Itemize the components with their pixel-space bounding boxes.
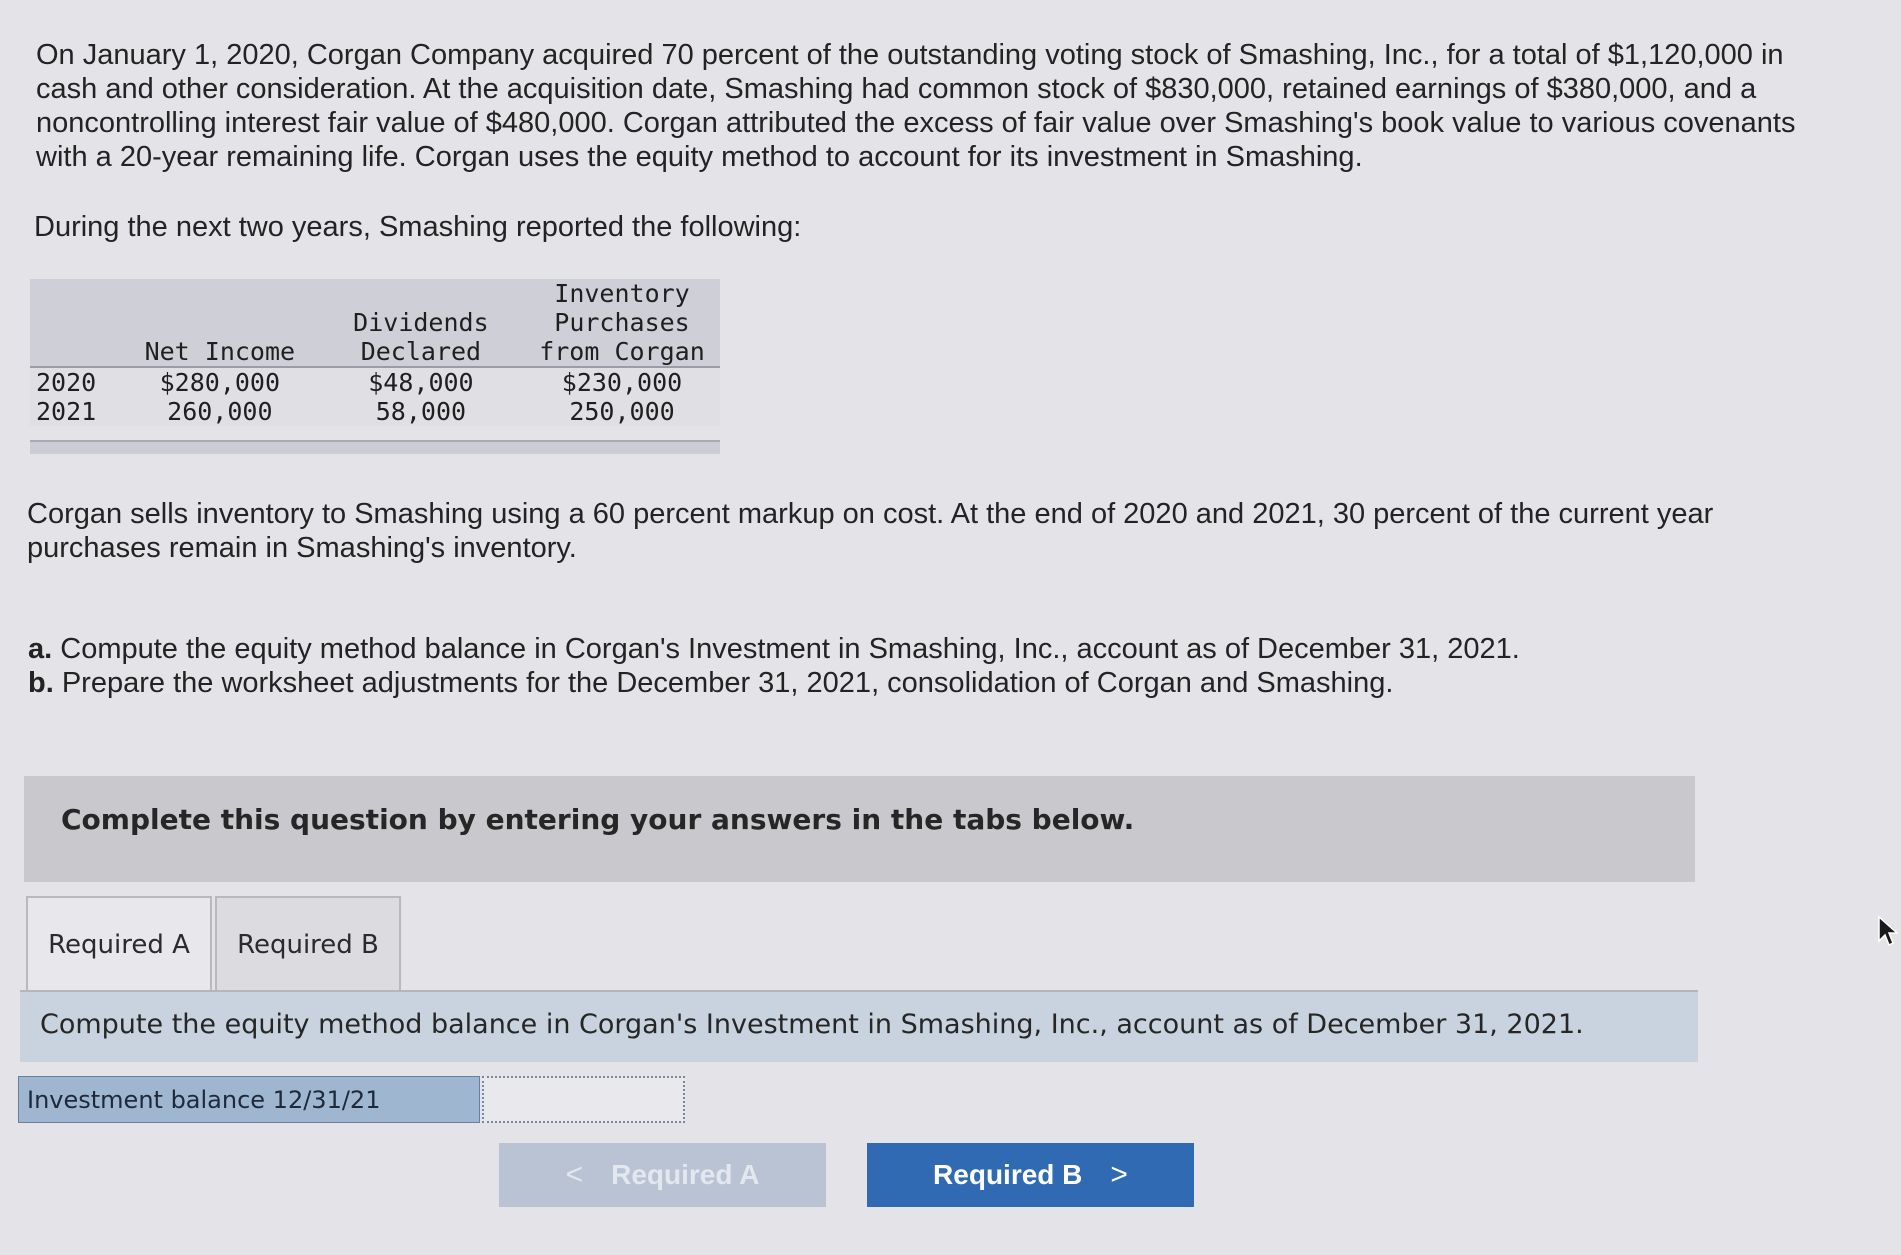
req-a-letter: a.: [28, 633, 53, 665]
requirements-list: [28, 632, 1828, 700]
row-inventory: 250,000: [569, 397, 675, 426]
header-net-income: Net Income: [122, 337, 318, 367]
problem-during-text: During the next two years, Smashing reported the following:: [34, 211, 802, 243]
next-required-b-button[interactable]: [867, 1143, 1194, 1207]
row-dividends: 58,000: [375, 397, 467, 426]
table-bottom-rule: [30, 440, 720, 454]
instructions-bar: [24, 776, 1695, 882]
row-dividends: $48,000: [368, 368, 474, 397]
prev-required-a-button[interactable]: [499, 1143, 826, 1207]
problem-markup-text: Corgan sells inventory to Smashing using a 60 percent markup on cost. At the end of 2020 and 2021, 30 percent of the current year purchases remain in Smashing's inventory.: [27, 498, 1714, 564]
chevron-right-icon: >: [1110, 1158, 1128, 1191]
table-row: [30, 367, 720, 397]
header-dividends-2: Declared: [318, 337, 524, 367]
row-net-income: $280,000: [159, 368, 281, 397]
req-b-letter: b.: [28, 667, 54, 699]
req-b-text: Prepare the worksheet adjustments for the December 31, 2021, consolidation of Corgan and Smashing.: [53, 667, 1394, 699]
table-row: [30, 397, 720, 426]
row-inventory: $230,000: [561, 368, 683, 397]
question-text: Compute the equity method balance in Corgan's Investment in Smashing, Inc., account as of December 31, 2021.: [40, 1009, 1584, 1040]
investment-balance-input[interactable]: [482, 1076, 685, 1123]
smashing-data-table: [30, 279, 720, 426]
smashing-data-table-wrapper: [30, 279, 720, 454]
tab-required-b[interactable]: Required B: [215, 896, 401, 992]
tab-required-a[interactable]: Required A: [26, 896, 212, 992]
instructions-text: Complete this question by entering your answers in the tabs below.: [61, 803, 1135, 836]
problem-intro: On January 1, 2020, Corgan Company acquired 70 percent of the outstanding voting stock of Smashing, Inc., for a total of $1,120,000 in cash and other consideration. At the acquisition date, Smashing had common stock of $830,000, retained earnings of $380,000, and a noncontrolling interest fair value of $480,000. Corgan attributed the excess of fair value over Smashing's book value to various covenants with a 20-year remaining life. Corgan uses the equity method to account for its investment in Smashing.: [36, 39, 1796, 173]
row-year: 2021: [36, 397, 97, 426]
header-inventory-1: Inventory: [554, 279, 690, 308]
chevron-left-icon: <: [565, 1158, 584, 1191]
header-inventory-2: Purchases: [554, 308, 690, 337]
investment-balance-label: Investment balance 12/31/21: [18, 1076, 480, 1123]
question-bar: [20, 992, 1698, 1062]
mouse-cursor-icon: [1877, 915, 1899, 947]
prev-button-label: Required A: [611, 1159, 760, 1190]
header-inventory-3: from Corgan: [524, 337, 720, 367]
header-dividends-1: Dividends: [353, 308, 489, 337]
req-a-text: Compute the equity method balance in Corgan's Investment in Smashing, Inc., account as of December 31, 2021.: [52, 633, 1520, 665]
row-net-income: 260,000: [167, 397, 273, 426]
row-year: 2020: [36, 368, 97, 397]
next-button-label: Required B: [933, 1159, 1083, 1190]
